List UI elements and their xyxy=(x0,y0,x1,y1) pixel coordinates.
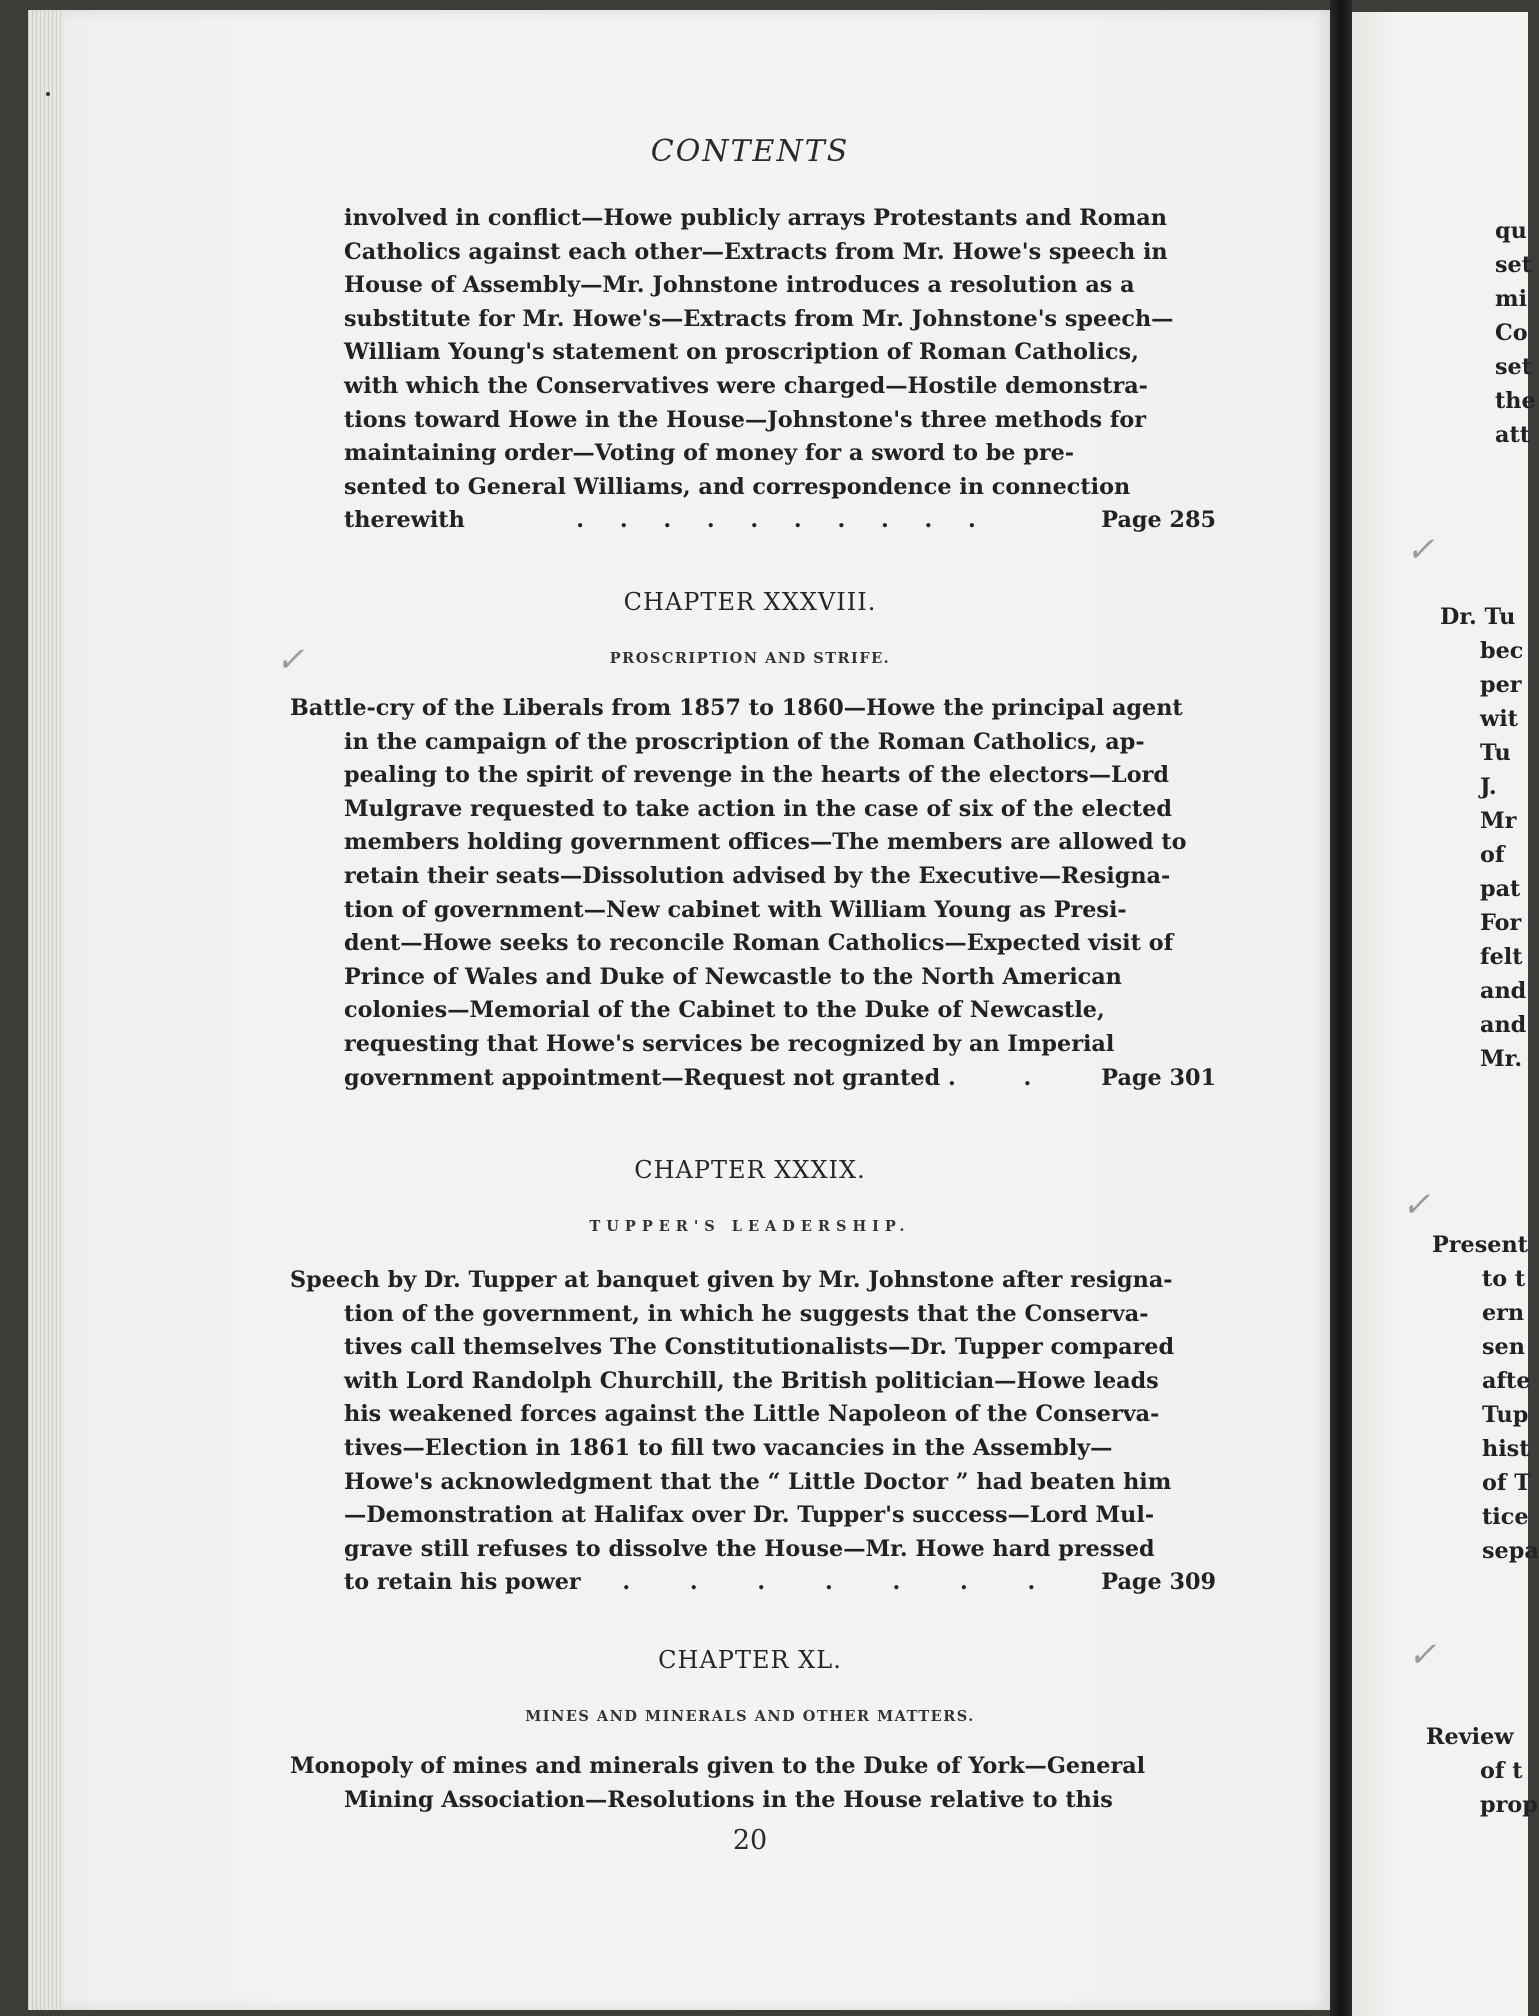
text-line: tives call themselves The Constitutionalists—Dr. Tupper compared xyxy=(344,1334,1175,1361)
toc-entry-end xyxy=(344,504,1216,538)
right-page-fragment: the xyxy=(1495,388,1536,414)
right-page-fragment: wit xyxy=(1480,706,1518,732)
right-page-fragment: tice xyxy=(1482,1504,1529,1530)
right-page-fragment: set xyxy=(1495,252,1533,278)
pencil-check-mark: ✓ xyxy=(1408,1635,1437,1675)
pencil-check-mark: ✓ xyxy=(1402,1185,1431,1225)
text-line: Speech by Dr. Tupper at banquet given by Mr. Johnstone after resigna- xyxy=(290,1267,1173,1293)
text-line: Catholics against each other—Extracts from Mr. Howe's speech in xyxy=(344,238,1168,265)
text-line: Monopoly of mines and minerals given to the Duke of York—General xyxy=(290,1753,1146,1779)
right-page-fragment: afte xyxy=(1482,1368,1531,1394)
text-line: government appointment—Request not granted xyxy=(344,1064,941,1091)
text-line: with which the Conservatives were charged—Hostile demonstra- xyxy=(344,372,1148,399)
right-page-fragment: Mr xyxy=(1480,808,1517,834)
toc-entry-end xyxy=(344,1062,1216,1096)
text-line: Howe's acknowledgment that the “ Little Doctor ” had beaten him xyxy=(344,1468,1172,1495)
text-line: dent—Howe seeks to reconcile Roman Catholics—Expected visit of xyxy=(344,930,1174,957)
right-page-fragment: J. xyxy=(1480,774,1497,800)
stray-mark xyxy=(46,92,50,96)
right-page-fragment: and xyxy=(1480,978,1527,1004)
right-page-fragment: bec xyxy=(1480,638,1524,664)
text-line: tions toward Howe in the House—Johnstone's three methods for xyxy=(344,406,1147,433)
pencil-check-mark: ✓ xyxy=(276,640,305,680)
right-page-fragment: felt xyxy=(1480,944,1523,970)
right-page-fragment: ern xyxy=(1482,1300,1525,1326)
right-page-fragment: of T xyxy=(1482,1470,1531,1496)
intro-paragraph xyxy=(344,202,1216,538)
right-page-fragment: For xyxy=(1480,910,1522,936)
right-page-fragment: Dr. Tu xyxy=(1440,604,1516,630)
text-line: involved in conflict—Howe publicly arrays Protestants and Roman xyxy=(344,205,1167,231)
text-line: with Lord Randolph Churchill, the British politician—Howe leads xyxy=(344,1367,1159,1394)
right-page-fragment: Present xyxy=(1432,1232,1528,1258)
text-line: retain their seats—Dissolution advised by the Executive—Resigna- xyxy=(344,862,1171,889)
text-line: Mulgrave requested to take action in the case of six of the elected xyxy=(344,795,1172,822)
text-line: William Young's statement on proscription of Roman Catholics, xyxy=(344,339,1139,366)
right-page-fragment: mi xyxy=(1495,286,1528,312)
chapter-summary xyxy=(290,1264,1216,1600)
text-line: requesting that Howe's services be recognized by an Imperial xyxy=(344,1030,1115,1057)
text-line: members holding government offices—The members are allowed to xyxy=(344,829,1187,856)
text-line: tives—Election in 1861 to fill two vacancies in the Assembly— xyxy=(344,1434,1113,1461)
right-page-fragment: set xyxy=(1495,354,1533,380)
page-reference: Page 301 xyxy=(1101,1064,1216,1091)
right-page-fragment: Co xyxy=(1495,320,1528,346)
book-gutter xyxy=(1330,0,1352,2016)
leader-dots: . . . . . . . . . . xyxy=(576,507,990,534)
chapter-subtitle: MINES AND MINERALS AND OTHER MATTERS. xyxy=(525,1708,975,1725)
chapter-heading: CHAPTER XXXVIII. xyxy=(623,588,877,616)
right-page-fragment: to t xyxy=(1482,1266,1526,1292)
right-page-fragment: per xyxy=(1480,672,1522,698)
right-page-fragment: hist xyxy=(1482,1436,1530,1462)
right-page-fragment: Tu xyxy=(1480,740,1511,766)
text-line: maintaining order—Voting of money for a sword to be pre- xyxy=(344,440,1075,467)
text-line: to retain his power xyxy=(344,1569,581,1596)
chapter-subtitle: TUPPER'S LEADERSHIP. xyxy=(589,1218,911,1235)
right-page-fragment: sen xyxy=(1482,1334,1525,1360)
right-page-fragment: qu xyxy=(1495,218,1527,244)
text-line: Battle-cry of the Liberals from 1857 to 1860—Howe the principal agent xyxy=(290,695,1183,721)
leader-dots: . . xyxy=(948,1064,1062,1091)
page-number: 20 xyxy=(732,1825,768,1856)
chapter-subtitle: PROSCRIPTION AND STRIFE. xyxy=(609,650,891,667)
right-page-fragment: sepa xyxy=(1482,1538,1539,1564)
chapter-summary xyxy=(290,1750,1216,1817)
right-page-fragment: pat xyxy=(1480,876,1521,902)
text-line: —Demonstration at Halifax over Dr. Tupper's success—Lord Mul- xyxy=(344,1502,1155,1529)
text-line: Prince of Wales and Duke of Newcastle to the North American xyxy=(344,963,1122,990)
toc-entry-end xyxy=(344,1566,1216,1600)
chapter-summary xyxy=(290,692,1216,1095)
page-reference: Page 285 xyxy=(1101,507,1216,534)
chapter-heading: CHAPTER XXXIX. xyxy=(634,1156,866,1184)
right-page-fragment: att xyxy=(1495,422,1531,448)
chapter-heading: CHAPTER XL. xyxy=(658,1646,842,1674)
text-line: substitute for Mr. Howe's—Extracts from Mr. Johnstone's speech— xyxy=(344,305,1174,332)
text-line: pealing to the spirit of revenge in the hearts of the electors—Lord xyxy=(344,762,1169,789)
right-page-fragment: Mr. xyxy=(1480,1046,1523,1072)
text-line: sented to General Williams, and correspondence in connection xyxy=(344,473,1131,500)
text-line: House of Assembly—Mr. Johnstone introduces a resolution as a xyxy=(344,272,1135,299)
text-line: Mining Association—Resolutions in the House relative to this xyxy=(344,1786,1113,1813)
right-page-fragment: of t xyxy=(1480,1758,1523,1784)
right-page-fragment: and xyxy=(1480,1012,1527,1038)
text-line: colonies—Memorial of the Cabinet to the Duke of Newcastle, xyxy=(344,997,1105,1024)
text-line: grave still refuses to dissolve the House—Mr. Howe hard pressed xyxy=(344,1535,1155,1562)
right-page-fragment: Tup xyxy=(1482,1402,1529,1428)
right-page-fragment: prop xyxy=(1480,1792,1538,1818)
right-page-fragment: of xyxy=(1480,842,1505,868)
text-line: tion of government—New cabinet with William Young as Presi- xyxy=(344,896,1127,923)
text-line: in the campaign of the proscription of the Roman Catholics, ap- xyxy=(344,728,1145,755)
text-line: his weakened forces against the Little Napoleon of the Conserva- xyxy=(344,1401,1160,1428)
leader-dots: . . . . . . . xyxy=(622,1569,1062,1596)
right-page-fragment: Review xyxy=(1426,1724,1514,1750)
text-line: tion of the government, in which he suggests that the Conserva- xyxy=(344,1300,1149,1327)
page-edge-stack xyxy=(28,10,64,2010)
text-line: therewith xyxy=(344,507,465,534)
pencil-check-mark: ✓ xyxy=(1406,530,1435,570)
running-header: CONTENTS xyxy=(650,134,850,169)
page-reference: Page 309 xyxy=(1101,1569,1216,1596)
